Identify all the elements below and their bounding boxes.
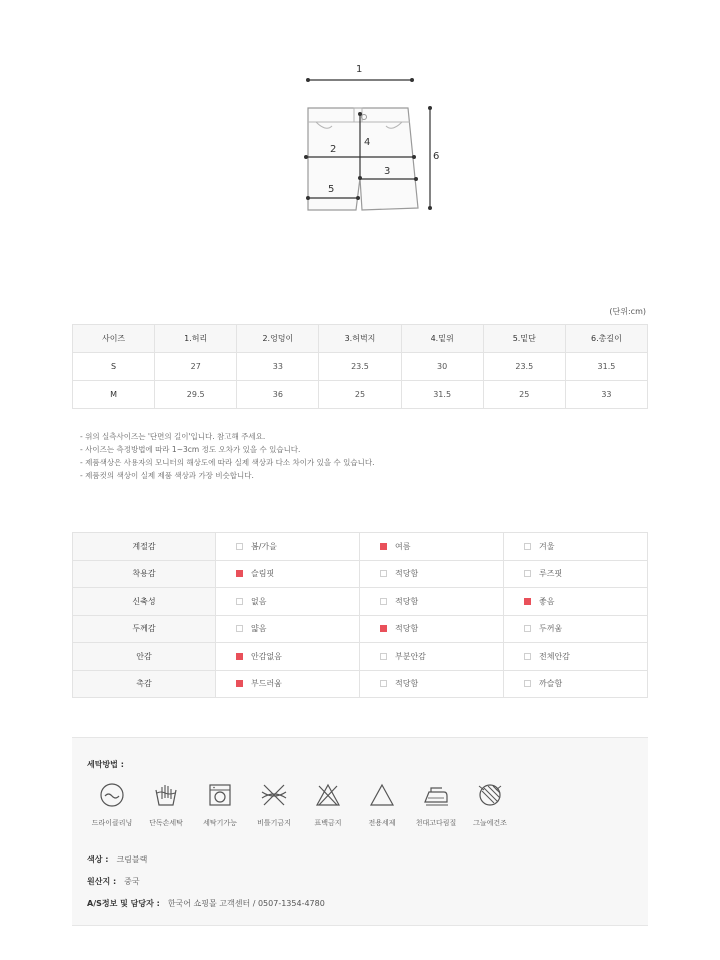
washing-machine-icon <box>207 782 233 808</box>
value-cell: 25 <box>483 381 565 409</box>
value-cell: 29.5 <box>155 381 237 409</box>
care-item-shade-dry <box>463 782 517 828</box>
unchecked-box-icon <box>524 625 531 632</box>
care-item-detergent <box>355 782 409 828</box>
measure-label-4: 4 <box>364 137 371 148</box>
feature-option-label: 전체안감 <box>539 651 570 661</box>
feature-label: 두께감 <box>73 615 216 643</box>
origin-value: 중국 <box>124 877 140 886</box>
as-label: A/S정보 및 담당자 : <box>87 899 160 908</box>
unchecked-box-icon <box>380 680 387 687</box>
feature-option <box>360 670 504 698</box>
feature-option-label: 슬림핏 <box>251 569 275 579</box>
size-cell: S <box>73 353 155 381</box>
value-cell: 31.5 <box>401 381 483 409</box>
feature-option <box>216 588 360 616</box>
note-item: - 제품컷의 색상이 실제 제품 색상과 가장 비슷합니다. <box>80 471 254 480</box>
feature-option <box>216 670 360 698</box>
feature-label: 촉감 <box>73 670 216 698</box>
value-cell: 33 <box>565 381 647 409</box>
header-cell: 2.엉덩이 <box>237 325 319 353</box>
feature-option-label: 없음 <box>251 596 267 606</box>
as-value: 한국어 쇼핑몰 고객센터 / 0507-1354-4780 <box>167 899 325 908</box>
unchecked-box-icon <box>236 543 243 550</box>
header-cell: 1.허리 <box>155 325 237 353</box>
feature-row <box>73 670 648 698</box>
feature-label: 신축성 <box>73 588 216 616</box>
feature-option <box>360 560 504 588</box>
size-table-header-row <box>73 325 648 353</box>
value-cell: 36 <box>237 381 319 409</box>
care-label: 단독손세탁 <box>149 819 183 827</box>
feature-option <box>216 560 360 588</box>
unchecked-box-icon <box>524 570 531 577</box>
care-label: 드라이클리닝 <box>91 819 133 827</box>
no-bleach-icon <box>315 782 341 808</box>
value-cell: 25 <box>319 381 401 409</box>
care-item-washing-machine <box>193 782 247 828</box>
care-label: 그늘에건조 <box>473 819 507 827</box>
feature-option-label: 얇음 <box>251 624 267 634</box>
feature-option <box>360 643 504 671</box>
size-cell: M <box>73 381 155 409</box>
value-cell: 23.5 <box>483 353 565 381</box>
unchecked-box-icon <box>524 653 531 660</box>
feature-option <box>504 560 648 588</box>
care-item-dry-clean <box>85 782 139 828</box>
shade-dry-icon <box>476 782 504 808</box>
value-cell: 23.5 <box>319 353 401 381</box>
feature-option <box>504 643 648 671</box>
origin-label: 원산지 : <box>87 877 117 886</box>
care-label: 세탁기가능 <box>203 819 237 827</box>
unchecked-box-icon <box>236 625 243 632</box>
care-item-no-wringing <box>247 782 301 828</box>
feature-option <box>360 588 504 616</box>
unchecked-box-icon <box>524 543 531 550</box>
care-label: 천대고다림질 <box>415 819 457 827</box>
care-label: 비틀기금지 <box>257 819 291 827</box>
shorts-measurement-diagram <box>290 60 450 220</box>
feature-table <box>72 532 648 698</box>
feature-row <box>73 643 648 671</box>
value-cell: 31.5 <box>565 353 647 381</box>
iron-icon <box>422 782 450 808</box>
feature-option <box>504 615 648 643</box>
table-row <box>73 381 648 409</box>
feature-option <box>216 533 360 561</box>
care-item-no-bleach <box>301 782 355 828</box>
unit-label: (단위:cm) <box>609 307 646 316</box>
feature-option-label: 부분안감 <box>395 651 426 661</box>
header-cell: 4.밑위 <box>401 325 483 353</box>
feature-row <box>73 615 648 643</box>
care-item-hand-wash <box>139 782 193 828</box>
value-cell: 30 <box>401 353 483 381</box>
color-label: 색상 : <box>87 855 109 864</box>
origin-info <box>87 876 140 887</box>
care-label: 전용세제 <box>368 819 396 827</box>
note-item: - 사이즈는 측정방법에 따라 1~3cm 정도 오차가 있을 수 있습니다. <box>80 445 301 454</box>
checked-box-icon <box>236 680 243 687</box>
size-notes <box>80 430 375 482</box>
feature-option <box>360 615 504 643</box>
measure-label-3: 3 <box>384 166 391 177</box>
care-icons <box>85 782 517 828</box>
care-title: 세탁방법 : <box>87 760 124 769</box>
unchecked-box-icon <box>380 570 387 577</box>
feature-option-label: 좋음 <box>539 596 555 606</box>
note-item: - 제품색상은 사용자의 모니터의 해상도에 따라 실제 색상과 다소 차이가 있을 수 있습니다. <box>80 458 375 467</box>
feature-option-label: 루즈핏 <box>539 569 563 579</box>
feature-option <box>504 533 648 561</box>
feature-label: 계절감 <box>73 533 216 561</box>
feature-option <box>504 670 648 698</box>
feature-option-label: 겨울 <box>539 541 555 551</box>
table-row <box>73 353 648 381</box>
size-table <box>72 324 648 409</box>
feature-label: 착용감 <box>73 560 216 588</box>
feature-option <box>216 643 360 671</box>
checked-box-icon <box>524 598 531 605</box>
checked-box-icon <box>380 625 387 632</box>
header-cell: 사이즈 <box>73 325 155 353</box>
care-info-panel <box>72 737 648 926</box>
color-value: 크림블랙 <box>116 855 148 864</box>
hand-wash-icon <box>153 782 179 808</box>
unchecked-box-icon <box>380 653 387 660</box>
dry-clean-icon <box>99 782 125 808</box>
feature-option-label: 적당함 <box>395 679 419 689</box>
header-cell: 3.허벅지 <box>319 325 401 353</box>
note-item: - 위의 실측사이즈는 '단면의 길이'입니다. 참고해 주세요. <box>80 432 266 441</box>
feature-label: 안감 <box>73 643 216 671</box>
color-info <box>87 854 147 865</box>
checked-box-icon <box>380 543 387 550</box>
feature-option-label: 적당함 <box>395 569 419 579</box>
feature-option-label: 적당함 <box>395 624 419 634</box>
measure-label-5: 5 <box>328 184 335 195</box>
header-cell: 5.밑단 <box>483 325 565 353</box>
feature-option-label: 부드러움 <box>251 679 282 689</box>
value-cell: 27 <box>155 353 237 381</box>
feature-option-label: 안감없음 <box>251 651 282 661</box>
feature-option <box>216 615 360 643</box>
unchecked-box-icon <box>380 598 387 605</box>
feature-row <box>73 588 648 616</box>
measure-label-2: 2 <box>330 144 337 155</box>
as-info <box>87 898 325 909</box>
unchecked-box-icon <box>236 598 243 605</box>
value-cell: 33 <box>237 353 319 381</box>
feature-option-label: 여름 <box>395 541 411 551</box>
measure-label-6: 6 <box>433 151 440 162</box>
detergent-icon <box>369 782 395 808</box>
care-label: 표백금지 <box>314 819 342 827</box>
no-wringing-icon <box>259 782 289 808</box>
feature-option <box>360 533 504 561</box>
header-cell: 6.총길이 <box>565 325 647 353</box>
feature-option-label: 봄/가을 <box>251 541 277 551</box>
feature-row <box>73 560 648 588</box>
measure-label-1: 1 <box>356 64 363 75</box>
checked-box-icon <box>236 570 243 577</box>
feature-option-label: 두꺼움 <box>539 624 563 634</box>
care-item-iron <box>409 782 463 828</box>
feature-option <box>504 588 648 616</box>
feature-option-label: 적당함 <box>395 596 419 606</box>
checked-box-icon <box>236 653 243 660</box>
unchecked-box-icon <box>524 680 531 687</box>
feature-option-label: 까슬함 <box>539 679 563 689</box>
feature-row <box>73 533 648 561</box>
